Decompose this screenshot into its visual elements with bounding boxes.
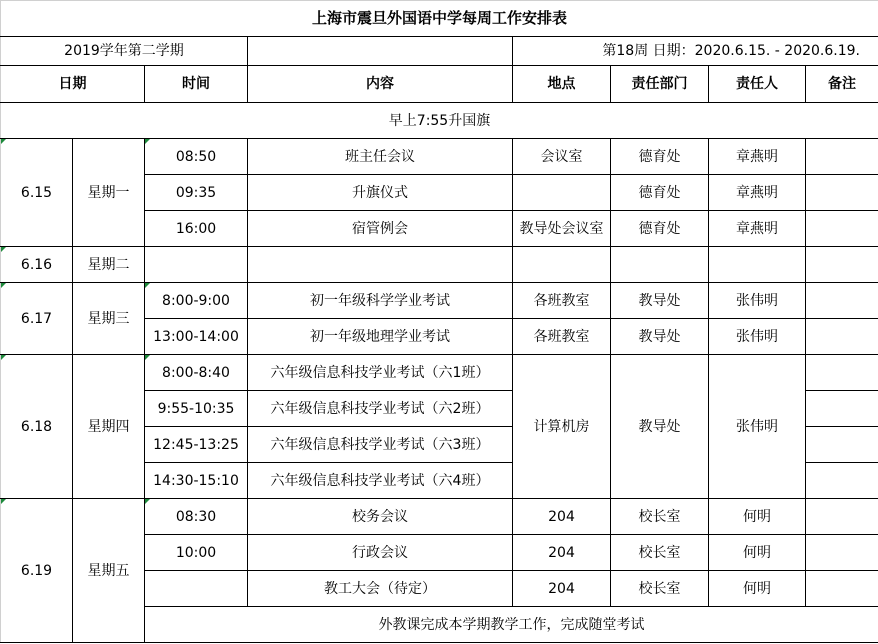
- weekday-cell[interactable]: 星期五: [73, 499, 145, 643]
- notes-cell[interactable]: [806, 391, 878, 427]
- dept-cell[interactable]: 校长室: [611, 499, 709, 535]
- notice-row-top: [1, 103, 878, 139]
- notes-cell[interactable]: [806, 247, 878, 283]
- weekday-cell[interactable]: 星期一: [73, 139, 145, 247]
- content-cell[interactable]: 初一年级科学学业考试: [248, 283, 513, 319]
- location-cell[interactable]: 教导处会议室: [513, 211, 611, 247]
- person-cell[interactable]: 何明: [709, 571, 806, 607]
- person-cell[interactable]: 章燕明: [709, 139, 806, 175]
- location-cell[interactable]: [513, 247, 611, 283]
- person-cell[interactable]: 章燕明: [709, 211, 806, 247]
- location-cell[interactable]: 204: [513, 535, 611, 571]
- person-cell[interactable]: 张伟明: [709, 319, 806, 355]
- person-cell[interactable]: 张伟明: [709, 283, 806, 319]
- notes-cell[interactable]: [806, 211, 878, 247]
- time-cell[interactable]: [145, 571, 248, 607]
- semester-cell[interactable]: 2019学年第二学期: [1, 37, 248, 66]
- weekday-cell[interactable]: 星期三: [73, 283, 145, 355]
- header-notes[interactable]: 备注: [806, 66, 878, 103]
- time-cell[interactable]: 12:45-13:25: [145, 427, 248, 463]
- sheet-title[interactable]: 上海市震旦外国语中学每周工作安排表: [1, 1, 878, 37]
- content-cell[interactable]: 行政会议: [248, 535, 513, 571]
- dept-cell[interactable]: 教导处: [611, 355, 709, 499]
- notes-cell[interactable]: [806, 319, 878, 355]
- location-cell[interactable]: 204: [513, 499, 611, 535]
- location-cell[interactable]: 各班教室: [513, 283, 611, 319]
- location-cell[interactable]: 各班教室: [513, 319, 611, 355]
- location-cell[interactable]: 计算机房: [513, 355, 611, 499]
- weekday-cell[interactable]: 星期四: [73, 355, 145, 499]
- person-cell[interactable]: 章燕明: [709, 175, 806, 211]
- notes-cell[interactable]: [806, 175, 878, 211]
- week-info-cell[interactable]: 第18周 日期：2020.6.15. - 2020.6.19.: [513, 37, 878, 66]
- notes-cell[interactable]: [806, 283, 878, 319]
- header-row: [1, 66, 878, 103]
- date-cell[interactable]: 6.17: [1, 283, 73, 355]
- content-cell[interactable]: 升旗仪式: [248, 175, 513, 211]
- header-location[interactable]: 地点: [513, 66, 611, 103]
- dept-cell[interactable]: 德育处: [611, 139, 709, 175]
- content-cell[interactable]: 六年级信息科技学业考试（六2班）: [248, 391, 513, 427]
- location-cell[interactable]: [513, 175, 611, 211]
- date-cell[interactable]: 6.18: [1, 355, 73, 499]
- date-cell[interactable]: 6.16: [1, 247, 73, 283]
- notes-cell[interactable]: [806, 139, 878, 175]
- time-cell[interactable]: 16:00: [145, 211, 248, 247]
- notes-cell[interactable]: [806, 463, 878, 499]
- time-cell[interactable]: 8:00-9:00: [145, 283, 248, 319]
- table-row: [1, 139, 878, 175]
- content-cell[interactable]: 六年级信息科技学业考试（六4班）: [248, 463, 513, 499]
- date-cell[interactable]: 6.19: [1, 499, 73, 643]
- dept-cell[interactable]: 校长室: [611, 571, 709, 607]
- empty-cell[interactable]: [248, 37, 513, 66]
- content-cell[interactable]: 六年级信息科技学业考试（六3班）: [248, 427, 513, 463]
- content-cell[interactable]: 宿管例会: [248, 211, 513, 247]
- table-row: [1, 283, 878, 319]
- dept-cell[interactable]: 教导处: [611, 319, 709, 355]
- notes-cell[interactable]: [806, 535, 878, 571]
- dept-cell[interactable]: [611, 247, 709, 283]
- location-cell[interactable]: 会议室: [513, 139, 611, 175]
- dept-cell[interactable]: 德育处: [611, 211, 709, 247]
- notes-cell[interactable]: [806, 427, 878, 463]
- header-time[interactable]: 时间: [145, 66, 248, 103]
- table-row: [1, 499, 878, 535]
- weekday-cell[interactable]: 星期二: [73, 247, 145, 283]
- time-cell[interactable]: 8:00-8:40: [145, 355, 248, 391]
- time-cell[interactable]: 9:55-10:35: [145, 391, 248, 427]
- dept-cell[interactable]: 德育处: [611, 175, 709, 211]
- content-cell[interactable]: 初一年级地理学业考试: [248, 319, 513, 355]
- time-cell[interactable]: 08:30: [145, 499, 248, 535]
- notes-cell[interactable]: [806, 571, 878, 607]
- dept-cell[interactable]: 校长室: [611, 535, 709, 571]
- time-cell[interactable]: 09:35: [145, 175, 248, 211]
- notes-cell[interactable]: [806, 355, 878, 391]
- notice-bottom-cell[interactable]: 外教课完成本学期教学工作，完成随堂考试: [145, 607, 878, 643]
- header-dept[interactable]: 责任部门: [611, 66, 709, 103]
- location-cell[interactable]: 204: [513, 571, 611, 607]
- time-cell[interactable]: 08:50: [145, 139, 248, 175]
- content-cell[interactable]: 校务会议: [248, 499, 513, 535]
- time-cell[interactable]: [145, 247, 248, 283]
- content-cell[interactable]: 班主任会议: [248, 139, 513, 175]
- person-cell[interactable]: 何明: [709, 499, 806, 535]
- header-content[interactable]: 内容: [248, 66, 513, 103]
- dept-cell[interactable]: 教导处: [611, 283, 709, 319]
- content-cell[interactable]: 六年级信息科技学业考试（六1班）: [248, 355, 513, 391]
- table-row: [1, 247, 878, 283]
- content-cell[interactable]: 教工大会（待定）: [248, 571, 513, 607]
- table-row: [1, 355, 878, 391]
- time-cell[interactable]: 10:00: [145, 535, 248, 571]
- person-cell[interactable]: 张伟明: [709, 355, 806, 499]
- person-cell[interactable]: [709, 247, 806, 283]
- header-date[interactable]: 日期: [1, 66, 145, 103]
- date-cell[interactable]: 6.15: [1, 139, 73, 247]
- time-cell[interactable]: 14:30-15:10: [145, 463, 248, 499]
- content-cell[interactable]: [248, 247, 513, 283]
- notes-cell[interactable]: [806, 499, 878, 535]
- time-cell[interactable]: 13:00-14:00: [145, 319, 248, 355]
- title-row: [1, 1, 878, 37]
- notice-top-cell[interactable]: 早上7:55升国旗: [1, 103, 878, 139]
- header-person[interactable]: 责任人: [709, 66, 806, 103]
- semester-row: [1, 37, 878, 66]
- person-cell[interactable]: 何明: [709, 535, 806, 571]
